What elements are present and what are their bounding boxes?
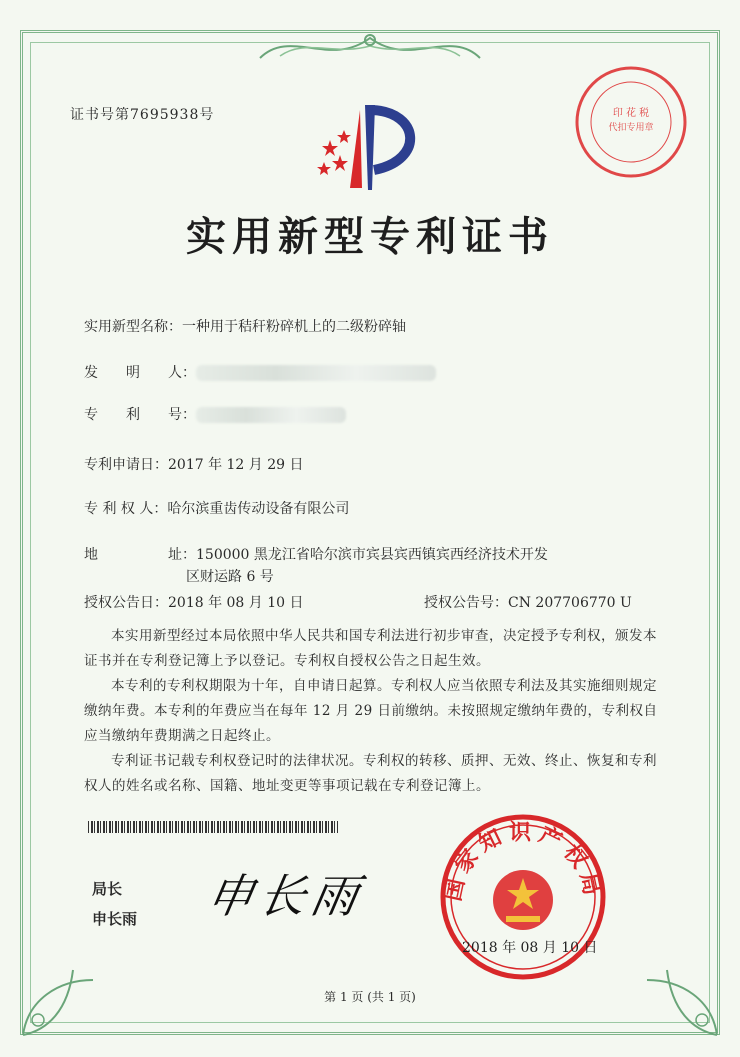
inventor-redacted: [196, 365, 436, 381]
announce-number-value: CN 207706770 U: [508, 595, 632, 611]
inventor-row: [84, 362, 436, 382]
announce-date-row: [84, 592, 304, 612]
application-date-row: [84, 454, 304, 474]
paragraph-grant: 本实用新型经过本局依照中华人民共和国专利法进行初步审查，决定授予专利权，颁发本证书并在专利登记簿上予以登记。专利权自授权公告之日起生效。: [84, 628, 657, 669]
application-date-value: 2017 年 12 月 29 日: [168, 457, 304, 473]
patent-office-logo-icon: [310, 100, 430, 200]
certificate-number: 证书号第7695938号: [70, 107, 215, 123]
signer-title: 局长: [92, 880, 123, 898]
svg-text:印 花 税: 印 花 税: [612, 108, 650, 119]
utility-name-value: 一种用于秸秆粉碎机上的二级粉碎轴: [182, 319, 406, 335]
paragraph-term: 本专利的专利权期限为十年，自申请日起算。专利权人应当依照专利法及其实施细则规定缴纳年费。本专利的年费应当在每年 12 月 29 日前缴纳。未按照规定缴纳年费的，专利权自应当缴纳年费期满之日起终止。: [84, 678, 658, 744]
inventor-label: 发 明 人：: [84, 365, 196, 381]
patent-number-redacted: [196, 407, 346, 423]
announce-date-value: 2018 年 08 月 10 日: [168, 595, 304, 611]
address-line1: 150000 黑龙江省哈尔滨市宾县宾西镇宾西经济技术开发: [196, 547, 548, 563]
application-date-label: 专利申请日：: [84, 457, 168, 473]
seal-date: 2018 年 08 月 10 日: [462, 940, 598, 956]
svg-text:代扣专用章: 代扣专用章: [608, 123, 654, 133]
tax-stamp-icon: [573, 64, 689, 180]
top-ornament-icon: [250, 28, 490, 64]
patentee-value: 哈尔滨重齿传动设备有限公司: [167, 501, 350, 517]
announce-date-label: 授权公告日：: [84, 595, 168, 611]
utility-name-label: 实用新型名称：: [84, 319, 182, 335]
barcode: [88, 821, 338, 833]
utility-name-row: [84, 316, 406, 336]
address-row: [84, 544, 548, 564]
signer-name: 申长雨: [92, 910, 138, 928]
patent-number-label: 专 利 号：: [84, 407, 196, 423]
svg-text:国家知识产权局: 国家知识产权局: [440, 820, 606, 904]
announce-number-label: 授权公告号：: [424, 595, 508, 611]
certificate-title: 实用新型专利证书: [186, 214, 554, 260]
patent-number-row: [84, 404, 346, 424]
address-line2: 区财运路 6 号: [186, 569, 274, 585]
announce-number-row: [424, 592, 632, 612]
patentee-row: [84, 498, 349, 518]
page-footer: 第 1 页 (共 1 页): [324, 990, 416, 1004]
address-label: 地 址：: [84, 547, 196, 563]
handwritten-signature: 申长雨: [202, 869, 369, 923]
patentee-label: 专 利 权 人：: [84, 501, 168, 517]
paragraph-legal-status: 专利证书记载专利权登记时的法律状况。专利权的转移、质押、无效、终止、恢复和专利权人的姓名或名称、国籍、地址变更等事项记载在专利登记簿上。: [84, 753, 657, 794]
